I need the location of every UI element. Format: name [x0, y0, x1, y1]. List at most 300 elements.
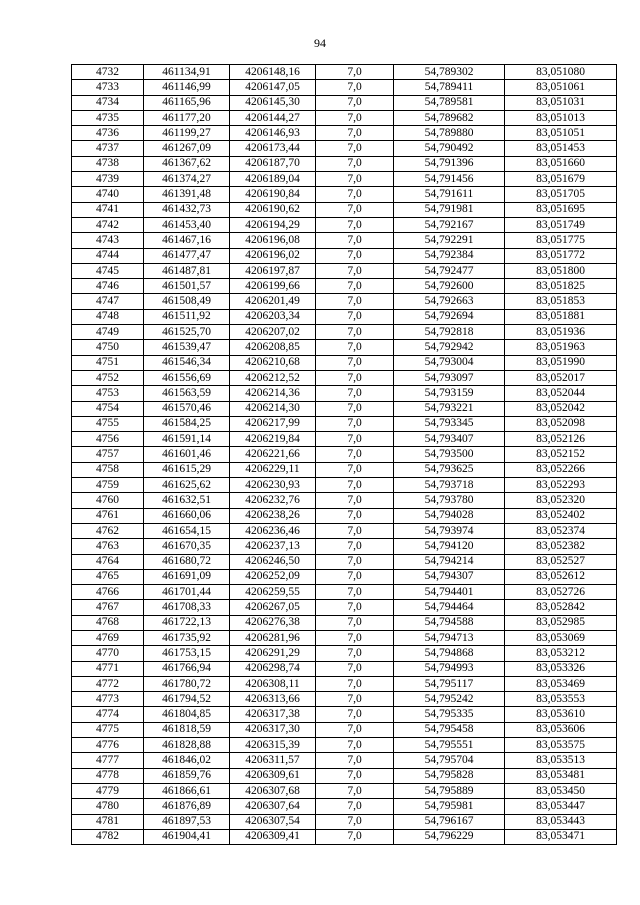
tolerance-cell: 7,0 — [316, 233, 394, 248]
y-coordinate-cell: 4206199,66 — [230, 279, 316, 294]
latitude-cell: 54,794588 — [394, 615, 505, 630]
tolerance-cell: 7,0 — [316, 738, 394, 753]
point-number-cell: 4771 — [72, 661, 144, 676]
x-coordinate-cell: 461766,94 — [144, 661, 230, 676]
point-number-cell: 4732 — [72, 65, 144, 80]
tolerance-cell: 7,0 — [316, 141, 394, 156]
table-row — [72, 707, 617, 722]
y-coordinate-cell: 4206190,62 — [230, 202, 316, 217]
latitude-cell: 54,793718 — [394, 478, 505, 493]
y-coordinate-cell: 4206308,11 — [230, 676, 316, 691]
latitude-cell: 54,789302 — [394, 65, 505, 80]
point-number-cell: 4748 — [72, 309, 144, 324]
point-number-cell: 4749 — [72, 325, 144, 340]
latitude-cell: 54,793345 — [394, 416, 505, 431]
y-coordinate-cell: 4206237,13 — [230, 539, 316, 554]
longitude-cell: 83,053447 — [505, 799, 617, 814]
table-row — [72, 325, 617, 340]
y-coordinate-cell: 4206281,96 — [230, 630, 316, 645]
point-number-cell: 4782 — [72, 829, 144, 844]
latitude-cell: 54,794993 — [394, 661, 505, 676]
longitude-cell: 83,053610 — [505, 707, 617, 722]
longitude-cell: 83,051453 — [505, 141, 617, 156]
table-row — [72, 187, 617, 202]
y-coordinate-cell: 4206147,05 — [230, 80, 316, 95]
longitude-cell: 83,052527 — [505, 554, 617, 569]
longitude-cell: 83,051936 — [505, 325, 617, 340]
latitude-cell: 54,795458 — [394, 722, 505, 737]
tolerance-cell: 7,0 — [316, 156, 394, 171]
point-number-cell: 4781 — [72, 814, 144, 829]
tolerance-cell: 7,0 — [316, 814, 394, 829]
longitude-cell: 83,051013 — [505, 110, 617, 125]
point-number-cell: 4751 — [72, 355, 144, 370]
tolerance-cell: 7,0 — [316, 692, 394, 707]
point-number-cell: 4754 — [72, 401, 144, 416]
y-coordinate-cell: 4206236,46 — [230, 523, 316, 538]
point-number-cell: 4752 — [72, 370, 144, 385]
tolerance-cell: 7,0 — [316, 447, 394, 462]
latitude-cell: 54,795828 — [394, 768, 505, 783]
point-number-cell: 4776 — [72, 738, 144, 753]
table-row — [72, 172, 617, 187]
point-number-cell: 4741 — [72, 202, 144, 217]
y-coordinate-cell: 4206232,76 — [230, 493, 316, 508]
tolerance-cell: 7,0 — [316, 630, 394, 645]
tolerance-cell: 7,0 — [316, 768, 394, 783]
y-coordinate-cell: 4206146,93 — [230, 126, 316, 141]
table-row — [72, 141, 617, 156]
tolerance-cell: 7,0 — [316, 279, 394, 294]
latitude-cell: 54,795335 — [394, 707, 505, 722]
point-number-cell: 4767 — [72, 600, 144, 615]
latitude-cell: 54,795117 — [394, 676, 505, 691]
point-number-cell: 4778 — [72, 768, 144, 783]
latitude-cell: 54,792384 — [394, 248, 505, 263]
y-coordinate-cell: 4206267,05 — [230, 600, 316, 615]
point-number-cell: 4769 — [72, 630, 144, 645]
tolerance-cell: 7,0 — [316, 799, 394, 814]
latitude-cell: 54,794307 — [394, 569, 505, 584]
point-number-cell: 4737 — [72, 141, 144, 156]
longitude-cell: 83,053553 — [505, 692, 617, 707]
y-coordinate-cell: 4206144,27 — [230, 110, 316, 125]
y-coordinate-cell: 4206208,85 — [230, 340, 316, 355]
latitude-cell: 54,791981 — [394, 202, 505, 217]
longitude-cell: 83,051031 — [505, 95, 617, 110]
y-coordinate-cell: 4206259,55 — [230, 585, 316, 600]
longitude-cell: 83,051660 — [505, 156, 617, 171]
longitude-cell: 83,052042 — [505, 401, 617, 416]
point-number-cell: 4768 — [72, 615, 144, 630]
longitude-cell: 83,053471 — [505, 829, 617, 844]
x-coordinate-cell: 461735,92 — [144, 630, 230, 645]
latitude-cell: 54,789581 — [394, 95, 505, 110]
x-coordinate-cell: 461177,20 — [144, 110, 230, 125]
point-number-cell: 4777 — [72, 753, 144, 768]
table-row — [72, 692, 617, 707]
x-coordinate-cell: 461804,85 — [144, 707, 230, 722]
point-number-cell: 4774 — [72, 707, 144, 722]
y-coordinate-cell: 4206246,50 — [230, 554, 316, 569]
table-row — [72, 447, 617, 462]
longitude-cell: 83,052152 — [505, 447, 617, 462]
x-coordinate-cell: 461267,09 — [144, 141, 230, 156]
y-coordinate-cell: 4206311,57 — [230, 753, 316, 768]
x-coordinate-cell: 461625,62 — [144, 478, 230, 493]
longitude-cell: 83,053212 — [505, 646, 617, 661]
table-row — [72, 80, 617, 95]
x-coordinate-cell: 461367,62 — [144, 156, 230, 171]
page-number: 94 — [314, 36, 326, 50]
longitude-cell: 83,051695 — [505, 202, 617, 217]
tolerance-cell: 7,0 — [316, 722, 394, 737]
latitude-cell: 54,793004 — [394, 355, 505, 370]
y-coordinate-cell: 4206196,02 — [230, 248, 316, 263]
coordinates-table — [71, 64, 617, 845]
y-coordinate-cell: 4206197,87 — [230, 263, 316, 278]
y-coordinate-cell: 4206291,29 — [230, 646, 316, 661]
tolerance-cell: 7,0 — [316, 554, 394, 569]
table-row — [72, 600, 617, 615]
x-coordinate-cell: 461146,99 — [144, 80, 230, 95]
point-number-cell: 4756 — [72, 432, 144, 447]
point-number-cell: 4740 — [72, 187, 144, 202]
table-row — [72, 478, 617, 493]
latitude-cell: 54,792663 — [394, 294, 505, 309]
longitude-cell: 83,053513 — [505, 753, 617, 768]
y-coordinate-cell: 4206214,36 — [230, 386, 316, 401]
longitude-cell: 83,051705 — [505, 187, 617, 202]
y-coordinate-cell: 4206189,04 — [230, 172, 316, 187]
tolerance-cell: 7,0 — [316, 217, 394, 232]
table-row — [72, 217, 617, 232]
latitude-cell: 54,794028 — [394, 508, 505, 523]
longitude-cell: 83,053469 — [505, 676, 617, 691]
table-row — [72, 661, 617, 676]
table-row — [72, 676, 617, 691]
y-coordinate-cell: 4206317,30 — [230, 722, 316, 737]
x-coordinate-cell: 461432,73 — [144, 202, 230, 217]
y-coordinate-cell: 4206217,99 — [230, 416, 316, 431]
table-row — [72, 523, 617, 538]
y-coordinate-cell: 4206173,44 — [230, 141, 316, 156]
tolerance-cell: 7,0 — [316, 263, 394, 278]
x-coordinate-cell: 461780,72 — [144, 676, 230, 691]
x-coordinate-cell: 461508,49 — [144, 294, 230, 309]
longitude-cell: 83,052126 — [505, 432, 617, 447]
y-coordinate-cell: 4206201,49 — [230, 294, 316, 309]
x-coordinate-cell: 461501,57 — [144, 279, 230, 294]
table-row — [72, 539, 617, 554]
longitude-cell: 83,051051 — [505, 126, 617, 141]
longitude-cell: 83,052266 — [505, 462, 617, 477]
table-row — [72, 309, 617, 324]
tolerance-cell: 7,0 — [316, 202, 394, 217]
latitude-cell: 54,794214 — [394, 554, 505, 569]
table-row — [72, 416, 617, 431]
table-row — [72, 738, 617, 753]
latitude-cell: 54,792694 — [394, 309, 505, 324]
table-row — [72, 110, 617, 125]
tolerance-cell: 7,0 — [316, 248, 394, 263]
tolerance-cell: 7,0 — [316, 462, 394, 477]
latitude-cell: 54,794401 — [394, 585, 505, 600]
tolerance-cell: 7,0 — [316, 65, 394, 80]
longitude-cell: 83,053069 — [505, 630, 617, 645]
point-number-cell: 4772 — [72, 676, 144, 691]
tolerance-cell: 7,0 — [316, 676, 394, 691]
table-row — [72, 569, 617, 584]
point-number-cell: 4746 — [72, 279, 144, 294]
longitude-cell: 83,053443 — [505, 814, 617, 829]
tolerance-cell: 7,0 — [316, 539, 394, 554]
latitude-cell: 54,794120 — [394, 539, 505, 554]
point-number-cell: 4758 — [72, 462, 144, 477]
longitude-cell: 83,052612 — [505, 569, 617, 584]
point-number-cell: 4766 — [72, 585, 144, 600]
coordinates-table-body — [72, 65, 617, 845]
x-coordinate-cell: 461897,53 — [144, 814, 230, 829]
table-row — [72, 646, 617, 661]
table-row — [72, 386, 617, 401]
x-coordinate-cell: 461701,44 — [144, 585, 230, 600]
tolerance-cell: 7,0 — [316, 325, 394, 340]
latitude-cell: 54,795242 — [394, 692, 505, 707]
y-coordinate-cell: 4206148,16 — [230, 65, 316, 80]
point-number-cell: 4750 — [72, 340, 144, 355]
longitude-cell: 83,051990 — [505, 355, 617, 370]
latitude-cell: 54,795704 — [394, 753, 505, 768]
tolerance-cell: 7,0 — [316, 309, 394, 324]
x-coordinate-cell: 461539,47 — [144, 340, 230, 355]
y-coordinate-cell: 4206219,84 — [230, 432, 316, 447]
tolerance-cell: 7,0 — [316, 110, 394, 125]
table-row — [72, 753, 617, 768]
y-coordinate-cell: 4206307,64 — [230, 799, 316, 814]
longitude-cell: 83,051080 — [505, 65, 617, 80]
table-row — [72, 95, 617, 110]
tolerance-cell: 7,0 — [316, 783, 394, 798]
longitude-cell: 83,051772 — [505, 248, 617, 263]
y-coordinate-cell: 4206313,66 — [230, 692, 316, 707]
x-coordinate-cell: 461615,29 — [144, 462, 230, 477]
latitude-cell: 54,792291 — [394, 233, 505, 248]
x-coordinate-cell: 461477,47 — [144, 248, 230, 263]
latitude-cell: 54,792600 — [394, 279, 505, 294]
x-coordinate-cell: 461487,81 — [144, 263, 230, 278]
y-coordinate-cell: 4206194,29 — [230, 217, 316, 232]
x-coordinate-cell: 461691,09 — [144, 569, 230, 584]
latitude-cell: 54,789880 — [394, 126, 505, 141]
longitude-cell: 83,051853 — [505, 294, 617, 309]
tolerance-cell: 7,0 — [316, 646, 394, 661]
x-coordinate-cell: 461828,88 — [144, 738, 230, 753]
tolerance-cell: 7,0 — [316, 600, 394, 615]
table-row — [72, 370, 617, 385]
latitude-cell: 54,794713 — [394, 630, 505, 645]
latitude-cell: 54,792818 — [394, 325, 505, 340]
y-coordinate-cell: 4206307,54 — [230, 814, 316, 829]
latitude-cell: 54,791611 — [394, 187, 505, 202]
point-number-cell: 4743 — [72, 233, 144, 248]
latitude-cell: 54,793159 — [394, 386, 505, 401]
point-number-cell: 4779 — [72, 783, 144, 798]
table-row — [72, 493, 617, 508]
x-coordinate-cell: 461876,89 — [144, 799, 230, 814]
latitude-cell: 54,795981 — [394, 799, 505, 814]
longitude-cell: 83,053606 — [505, 722, 617, 737]
longitude-cell: 83,053575 — [505, 738, 617, 753]
longitude-cell: 83,052374 — [505, 523, 617, 538]
longitude-cell: 83,052017 — [505, 370, 617, 385]
point-number-cell: 4736 — [72, 126, 144, 141]
latitude-cell: 54,792167 — [394, 217, 505, 232]
x-coordinate-cell: 461525,70 — [144, 325, 230, 340]
y-coordinate-cell: 4206207,02 — [230, 325, 316, 340]
tolerance-cell: 7,0 — [316, 95, 394, 110]
point-number-cell: 4763 — [72, 539, 144, 554]
longitude-cell: 83,052044 — [505, 386, 617, 401]
x-coordinate-cell: 461654,15 — [144, 523, 230, 538]
latitude-cell: 54,792942 — [394, 340, 505, 355]
table-row — [72, 585, 617, 600]
latitude-cell: 54,791456 — [394, 172, 505, 187]
y-coordinate-cell: 4206210,68 — [230, 355, 316, 370]
tolerance-cell: 7,0 — [316, 569, 394, 584]
point-number-cell: 4759 — [72, 478, 144, 493]
x-coordinate-cell: 461584,25 — [144, 416, 230, 431]
y-coordinate-cell: 4206187,70 — [230, 156, 316, 171]
table-row — [72, 340, 617, 355]
y-coordinate-cell: 4206238,26 — [230, 508, 316, 523]
longitude-cell: 83,052098 — [505, 416, 617, 431]
longitude-cell: 83,052842 — [505, 600, 617, 615]
table-row — [72, 401, 617, 416]
longitude-cell: 83,052293 — [505, 478, 617, 493]
point-number-cell: 4780 — [72, 799, 144, 814]
y-coordinate-cell: 4206190,84 — [230, 187, 316, 202]
longitude-cell: 83,053326 — [505, 661, 617, 676]
x-coordinate-cell: 461391,48 — [144, 187, 230, 202]
longitude-cell: 83,052320 — [505, 493, 617, 508]
table-row — [72, 432, 617, 447]
y-coordinate-cell: 4206196,08 — [230, 233, 316, 248]
tolerance-cell: 7,0 — [316, 478, 394, 493]
point-number-cell: 4745 — [72, 263, 144, 278]
longitude-cell: 83,051749 — [505, 217, 617, 232]
latitude-cell: 54,792477 — [394, 263, 505, 278]
x-coordinate-cell: 461556,69 — [144, 370, 230, 385]
y-coordinate-cell: 4206203,34 — [230, 309, 316, 324]
table-row — [72, 126, 617, 141]
table-row — [72, 615, 617, 630]
y-coordinate-cell: 4206315,39 — [230, 738, 316, 753]
latitude-cell: 54,795889 — [394, 783, 505, 798]
x-coordinate-cell: 461546,34 — [144, 355, 230, 370]
latitude-cell: 54,793500 — [394, 447, 505, 462]
table-row — [72, 554, 617, 569]
tolerance-cell: 7,0 — [316, 386, 394, 401]
x-coordinate-cell: 461722,13 — [144, 615, 230, 630]
longitude-cell: 83,051679 — [505, 172, 617, 187]
y-coordinate-cell: 4206229,11 — [230, 462, 316, 477]
x-coordinate-cell: 461859,76 — [144, 768, 230, 783]
table-row — [72, 630, 617, 645]
tolerance-cell: 7,0 — [316, 370, 394, 385]
longitude-cell: 83,052402 — [505, 508, 617, 523]
point-number-cell: 4742 — [72, 217, 144, 232]
y-coordinate-cell: 4206309,41 — [230, 829, 316, 844]
x-coordinate-cell: 461866,61 — [144, 783, 230, 798]
table-row — [72, 768, 617, 783]
x-coordinate-cell: 461374,27 — [144, 172, 230, 187]
x-coordinate-cell: 461660,06 — [144, 508, 230, 523]
x-coordinate-cell: 461467,16 — [144, 233, 230, 248]
longitude-cell: 83,052726 — [505, 585, 617, 600]
longitude-cell: 83,051881 — [505, 309, 617, 324]
point-number-cell: 4733 — [72, 80, 144, 95]
point-number-cell: 4755 — [72, 416, 144, 431]
point-number-cell: 4753 — [72, 386, 144, 401]
point-number-cell: 4735 — [72, 110, 144, 125]
x-coordinate-cell: 461680,72 — [144, 554, 230, 569]
table-row — [72, 799, 617, 814]
latitude-cell: 54,794868 — [394, 646, 505, 661]
tolerance-cell: 7,0 — [316, 523, 394, 538]
tolerance-cell: 7,0 — [316, 661, 394, 676]
latitude-cell: 54,793221 — [394, 401, 505, 416]
tolerance-cell: 7,0 — [316, 416, 394, 431]
y-coordinate-cell: 4206212,52 — [230, 370, 316, 385]
tolerance-cell: 7,0 — [316, 508, 394, 523]
tolerance-cell: 7,0 — [316, 585, 394, 600]
y-coordinate-cell: 4206276,38 — [230, 615, 316, 630]
y-coordinate-cell: 4206317,38 — [230, 707, 316, 722]
table-row — [72, 65, 617, 80]
x-coordinate-cell: 461753,15 — [144, 646, 230, 661]
x-coordinate-cell: 461199,27 — [144, 126, 230, 141]
tolerance-cell: 7,0 — [316, 355, 394, 370]
point-number-cell: 4770 — [72, 646, 144, 661]
latitude-cell: 54,793780 — [394, 493, 505, 508]
tolerance-cell: 7,0 — [316, 829, 394, 844]
point-number-cell: 4734 — [72, 95, 144, 110]
table-row — [72, 508, 617, 523]
x-coordinate-cell: 461708,33 — [144, 600, 230, 615]
latitude-cell: 54,789682 — [394, 110, 505, 125]
latitude-cell: 54,795551 — [394, 738, 505, 753]
tolerance-cell: 7,0 — [316, 294, 394, 309]
table-row — [72, 814, 617, 829]
latitude-cell: 54,790492 — [394, 141, 505, 156]
latitude-cell: 54,796229 — [394, 829, 505, 844]
x-coordinate-cell: 461591,14 — [144, 432, 230, 447]
x-coordinate-cell: 461453,40 — [144, 217, 230, 232]
point-number-cell: 4747 — [72, 294, 144, 309]
point-number-cell: 4775 — [72, 722, 144, 737]
y-coordinate-cell: 4206230,93 — [230, 478, 316, 493]
longitude-cell: 83,053481 — [505, 768, 617, 783]
tolerance-cell: 7,0 — [316, 187, 394, 202]
longitude-cell: 83,053450 — [505, 783, 617, 798]
x-coordinate-cell: 461511,92 — [144, 309, 230, 324]
table-row — [72, 294, 617, 309]
x-coordinate-cell: 461794,52 — [144, 692, 230, 707]
table-row — [72, 462, 617, 477]
tolerance-cell: 7,0 — [316, 493, 394, 508]
table-row — [72, 202, 617, 217]
